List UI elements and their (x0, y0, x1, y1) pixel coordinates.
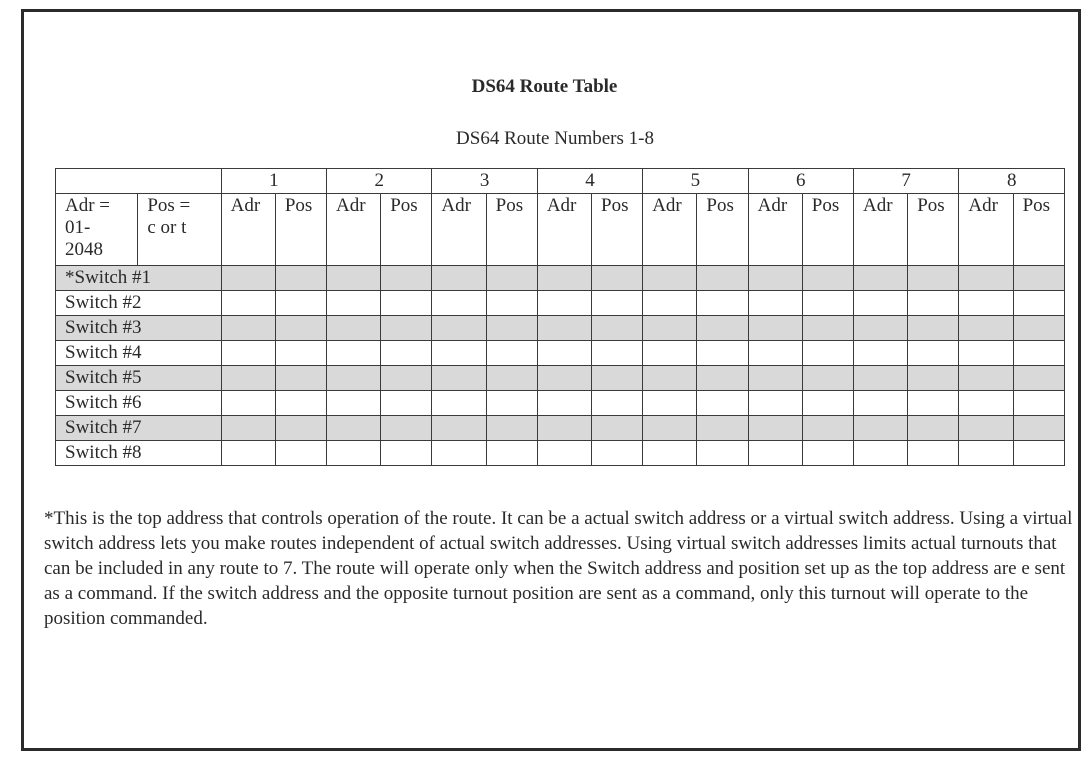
adr-entry-cell[interactable] (327, 441, 381, 466)
pos-entry-cell[interactable] (697, 441, 748, 466)
adr-entry-cell[interactable] (537, 416, 591, 441)
corner-cell (56, 169, 222, 194)
pos-column-header: Pos (1013, 194, 1064, 266)
adr-entry-cell[interactable] (537, 266, 591, 291)
switch-label: Switch #6 (56, 391, 222, 416)
page-title: DS64 Route Table (471, 76, 618, 97)
adr-entry-cell[interactable] (959, 291, 1013, 316)
pos-entry-cell[interactable] (908, 341, 959, 366)
adr-entry-cell[interactable] (748, 316, 802, 341)
pos-entry-cell[interactable] (802, 441, 853, 466)
pos-range-line: c or t (147, 217, 187, 238)
adr-entry-cell[interactable] (327, 416, 381, 441)
pos-entry-cell[interactable] (275, 416, 326, 441)
switch-row (56, 416, 1065, 441)
adr-entry-cell[interactable] (959, 391, 1013, 416)
pos-entry-cell[interactable] (486, 266, 537, 291)
pos-entry-cell[interactable] (802, 316, 853, 341)
pos-entry-cell[interactable] (1013, 391, 1064, 416)
pos-column-header: Pos (697, 194, 748, 266)
adr-entry-cell[interactable] (327, 391, 381, 416)
adr-entry-cell[interactable] (537, 316, 591, 341)
switch-row (56, 391, 1065, 416)
pos-entry-cell[interactable] (697, 266, 748, 291)
adr-entry-cell[interactable] (327, 291, 381, 316)
pos-entry-cell[interactable] (802, 341, 853, 366)
pos-entry-cell[interactable] (908, 416, 959, 441)
route-number-header: 6 (748, 169, 853, 194)
adr-column-header: Adr (959, 194, 1013, 266)
pos-entry-cell[interactable] (908, 316, 959, 341)
route-number-header: 3 (432, 169, 537, 194)
adr-entry-cell[interactable] (748, 341, 802, 366)
adr-range-header (56, 194, 138, 266)
pos-entry-cell[interactable] (592, 291, 643, 316)
route-table (55, 168, 1065, 466)
pos-entry-cell[interactable] (1013, 266, 1064, 291)
pos-entry-cell[interactable] (592, 266, 643, 291)
pos-entry-cell[interactable] (381, 441, 432, 466)
pos-entry-cell[interactable] (908, 266, 959, 291)
switch-row (56, 341, 1065, 366)
pos-entry-cell[interactable] (1013, 416, 1064, 441)
pos-entry-cell[interactable] (1013, 291, 1064, 316)
adr-entry-cell[interactable] (643, 416, 697, 441)
pos-entry-cell[interactable] (275, 341, 326, 366)
adr-entry-cell[interactable] (537, 391, 591, 416)
pos-entry-cell[interactable] (697, 391, 748, 416)
pos-entry-cell[interactable] (592, 341, 643, 366)
pos-entry-cell[interactable] (381, 366, 432, 391)
adr-entry-cell[interactable] (432, 366, 486, 391)
adr-entry-cell[interactable] (748, 416, 802, 441)
route-number-header: 2 (327, 169, 432, 194)
pos-entry-cell[interactable] (381, 391, 432, 416)
switch-label: *Switch #1 (56, 266, 222, 291)
adr-entry-cell[interactable] (327, 366, 381, 391)
adr-entry-cell[interactable] (221, 416, 275, 441)
adr-entry-cell[interactable] (959, 316, 1013, 341)
adr-column-header: Adr (853, 194, 907, 266)
adr-range-line: Adr = (65, 195, 111, 216)
pos-entry-cell[interactable] (697, 291, 748, 316)
adr-entry-cell[interactable] (221, 266, 275, 291)
adr-entry-cell[interactable] (853, 441, 907, 466)
route-number-header: 7 (853, 169, 958, 194)
adr-entry-cell[interactable] (432, 291, 486, 316)
pos-column-header: Pos (908, 194, 959, 266)
adr-entry-cell[interactable] (853, 366, 907, 391)
pos-entry-cell[interactable] (1013, 441, 1064, 466)
adr-entry-cell[interactable] (643, 366, 697, 391)
pos-entry-cell[interactable] (486, 416, 537, 441)
pos-entry-cell[interactable] (381, 316, 432, 341)
adr-entry-cell[interactable] (432, 441, 486, 466)
pos-entry-cell[interactable] (1013, 316, 1064, 341)
adr-entry-cell[interactable] (432, 416, 486, 441)
table-subtitle: DS64 Route Numbers 1-8 (456, 128, 654, 149)
adr-entry-cell[interactable] (643, 316, 697, 341)
pos-entry-cell[interactable] (697, 316, 748, 341)
route-number-header: 4 (537, 169, 642, 194)
adr-entry-cell[interactable] (853, 416, 907, 441)
pos-entry-cell[interactable] (1013, 341, 1064, 366)
adr-entry-cell[interactable] (643, 391, 697, 416)
pos-entry-cell[interactable] (592, 441, 643, 466)
adr-column-header: Adr (327, 194, 381, 266)
pos-entry-cell[interactable] (275, 391, 326, 416)
switch-row (56, 266, 1065, 291)
adr-entry-cell[interactable] (748, 291, 802, 316)
switch-label: Switch #2 (56, 291, 222, 316)
pos-entry-cell[interactable] (275, 266, 326, 291)
pos-entry-cell[interactable] (592, 416, 643, 441)
pos-entry-cell[interactable] (802, 391, 853, 416)
adr-entry-cell[interactable] (221, 341, 275, 366)
adr-entry-cell[interactable] (853, 316, 907, 341)
switch-row (56, 366, 1065, 391)
pos-entry-cell[interactable] (592, 366, 643, 391)
adr-entry-cell[interactable] (432, 316, 486, 341)
pos-entry-cell[interactable] (381, 266, 432, 291)
pos-entry-cell[interactable] (592, 316, 643, 341)
pos-entry-cell[interactable] (908, 391, 959, 416)
pos-column-header: Pos (275, 194, 326, 266)
pos-entry-cell[interactable] (275, 316, 326, 341)
pos-entry-cell[interactable] (275, 441, 326, 466)
adr-entry-cell[interactable] (432, 341, 486, 366)
route-number-header: 1 (221, 169, 326, 194)
adr-entry-cell[interactable] (643, 441, 697, 466)
pos-column-header: Pos (381, 194, 432, 266)
pos-column-header: Pos (802, 194, 853, 266)
adr-entry-cell[interactable] (748, 266, 802, 291)
adr-entry-cell[interactable] (221, 391, 275, 416)
pos-entry-cell[interactable] (486, 316, 537, 341)
route-number-header: 5 (643, 169, 748, 194)
pos-entry-cell[interactable] (697, 416, 748, 441)
pos-entry-cell[interactable] (592, 391, 643, 416)
adr-column-header: Adr (432, 194, 486, 266)
pos-entry-cell[interactable] (486, 291, 537, 316)
pos-entry-cell[interactable] (802, 291, 853, 316)
pos-entry-cell[interactable] (802, 366, 853, 391)
adr-column-header: Adr (221, 194, 275, 266)
adr-entry-cell[interactable] (853, 291, 907, 316)
adr-entry-cell[interactable] (643, 291, 697, 316)
pos-column-header: Pos (592, 194, 643, 266)
adr-entry-cell[interactable] (327, 266, 381, 291)
pos-entry-cell[interactable] (802, 266, 853, 291)
pos-entry-cell[interactable] (908, 366, 959, 391)
adr-entry-cell[interactable] (537, 341, 591, 366)
adr-range-line: 01- (65, 217, 91, 238)
switch-label: Switch #7 (56, 416, 222, 441)
adr-entry-cell[interactable] (221, 366, 275, 391)
pos-entry-cell[interactable] (908, 441, 959, 466)
switch-row (56, 316, 1065, 341)
adr-entry-cell[interactable] (643, 341, 697, 366)
pos-entry-cell[interactable] (486, 391, 537, 416)
switch-row (56, 441, 1065, 466)
footnote: *This is the top address that controls operation of the route. It can be a actual switch address or a virtual switch address. Using a virtual switch address lets you make routes independent of actual switch addresses. Using virtual switch addresses limits actual turnouts that can be included in any route to 7. The route will operate only when the Switch address and position set up as the top address are e sent as a command. If the switch address and the opposite turnout position are sent as a command, only this turnout will operate to the position commanded. (44, 508, 1073, 629)
adr-entry-cell[interactable] (853, 266, 907, 291)
pos-entry-cell[interactable] (381, 416, 432, 441)
column-header-row (56, 194, 1065, 266)
pos-entry-cell[interactable] (275, 366, 326, 391)
adr-entry-cell[interactable] (221, 441, 275, 466)
pos-entry-cell[interactable] (1013, 366, 1064, 391)
adr-entry-cell[interactable] (853, 341, 907, 366)
adr-entry-cell[interactable] (537, 366, 591, 391)
adr-entry-cell[interactable] (748, 366, 802, 391)
route-number-header: 8 (959, 169, 1065, 194)
adr-entry-cell[interactable] (959, 441, 1013, 466)
switch-label: Switch #5 (56, 366, 222, 391)
switch-label: Switch #4 (56, 341, 222, 366)
adr-entry-cell[interactable] (748, 391, 802, 416)
pos-entry-cell[interactable] (486, 441, 537, 466)
adr-column-header: Adr (748, 194, 802, 266)
adr-entry-cell[interactable] (959, 366, 1013, 391)
pos-entry-cell[interactable] (697, 341, 748, 366)
pos-range-header (138, 194, 221, 266)
adr-range-line: 2048 (65, 239, 103, 260)
adr-column-header: Adr (643, 194, 697, 266)
adr-entry-cell[interactable] (853, 391, 907, 416)
pos-entry-cell[interactable] (275, 291, 326, 316)
adr-entry-cell[interactable] (537, 441, 591, 466)
pos-entry-cell[interactable] (381, 291, 432, 316)
switch-label: Switch #3 (56, 316, 222, 341)
pos-entry-cell[interactable] (697, 366, 748, 391)
adr-entry-cell[interactable] (432, 391, 486, 416)
pos-entry-cell[interactable] (908, 291, 959, 316)
pos-entry-cell[interactable] (486, 341, 537, 366)
pos-entry-cell[interactable] (486, 366, 537, 391)
adr-entry-cell[interactable] (327, 341, 381, 366)
pos-entry-cell[interactable] (802, 416, 853, 441)
adr-entry-cell[interactable] (537, 291, 591, 316)
switch-row (56, 291, 1065, 316)
adr-entry-cell[interactable] (748, 441, 802, 466)
adr-entry-cell[interactable] (221, 316, 275, 341)
adr-entry-cell[interactable] (432, 266, 486, 291)
adr-column-header: Adr (537, 194, 591, 266)
adr-entry-cell[interactable] (221, 291, 275, 316)
adr-entry-cell[interactable] (327, 316, 381, 341)
route-table-body (56, 169, 1065, 466)
route-number-row (56, 169, 1065, 194)
adr-entry-cell[interactable] (959, 416, 1013, 441)
adr-entry-cell[interactable] (959, 266, 1013, 291)
adr-entry-cell[interactable] (959, 341, 1013, 366)
pos-column-header: Pos (486, 194, 537, 266)
adr-entry-cell[interactable] (643, 266, 697, 291)
switch-label: Switch #8 (56, 441, 222, 466)
pos-entry-cell[interactable] (381, 341, 432, 366)
pos-range-line: Pos = (147, 195, 191, 216)
